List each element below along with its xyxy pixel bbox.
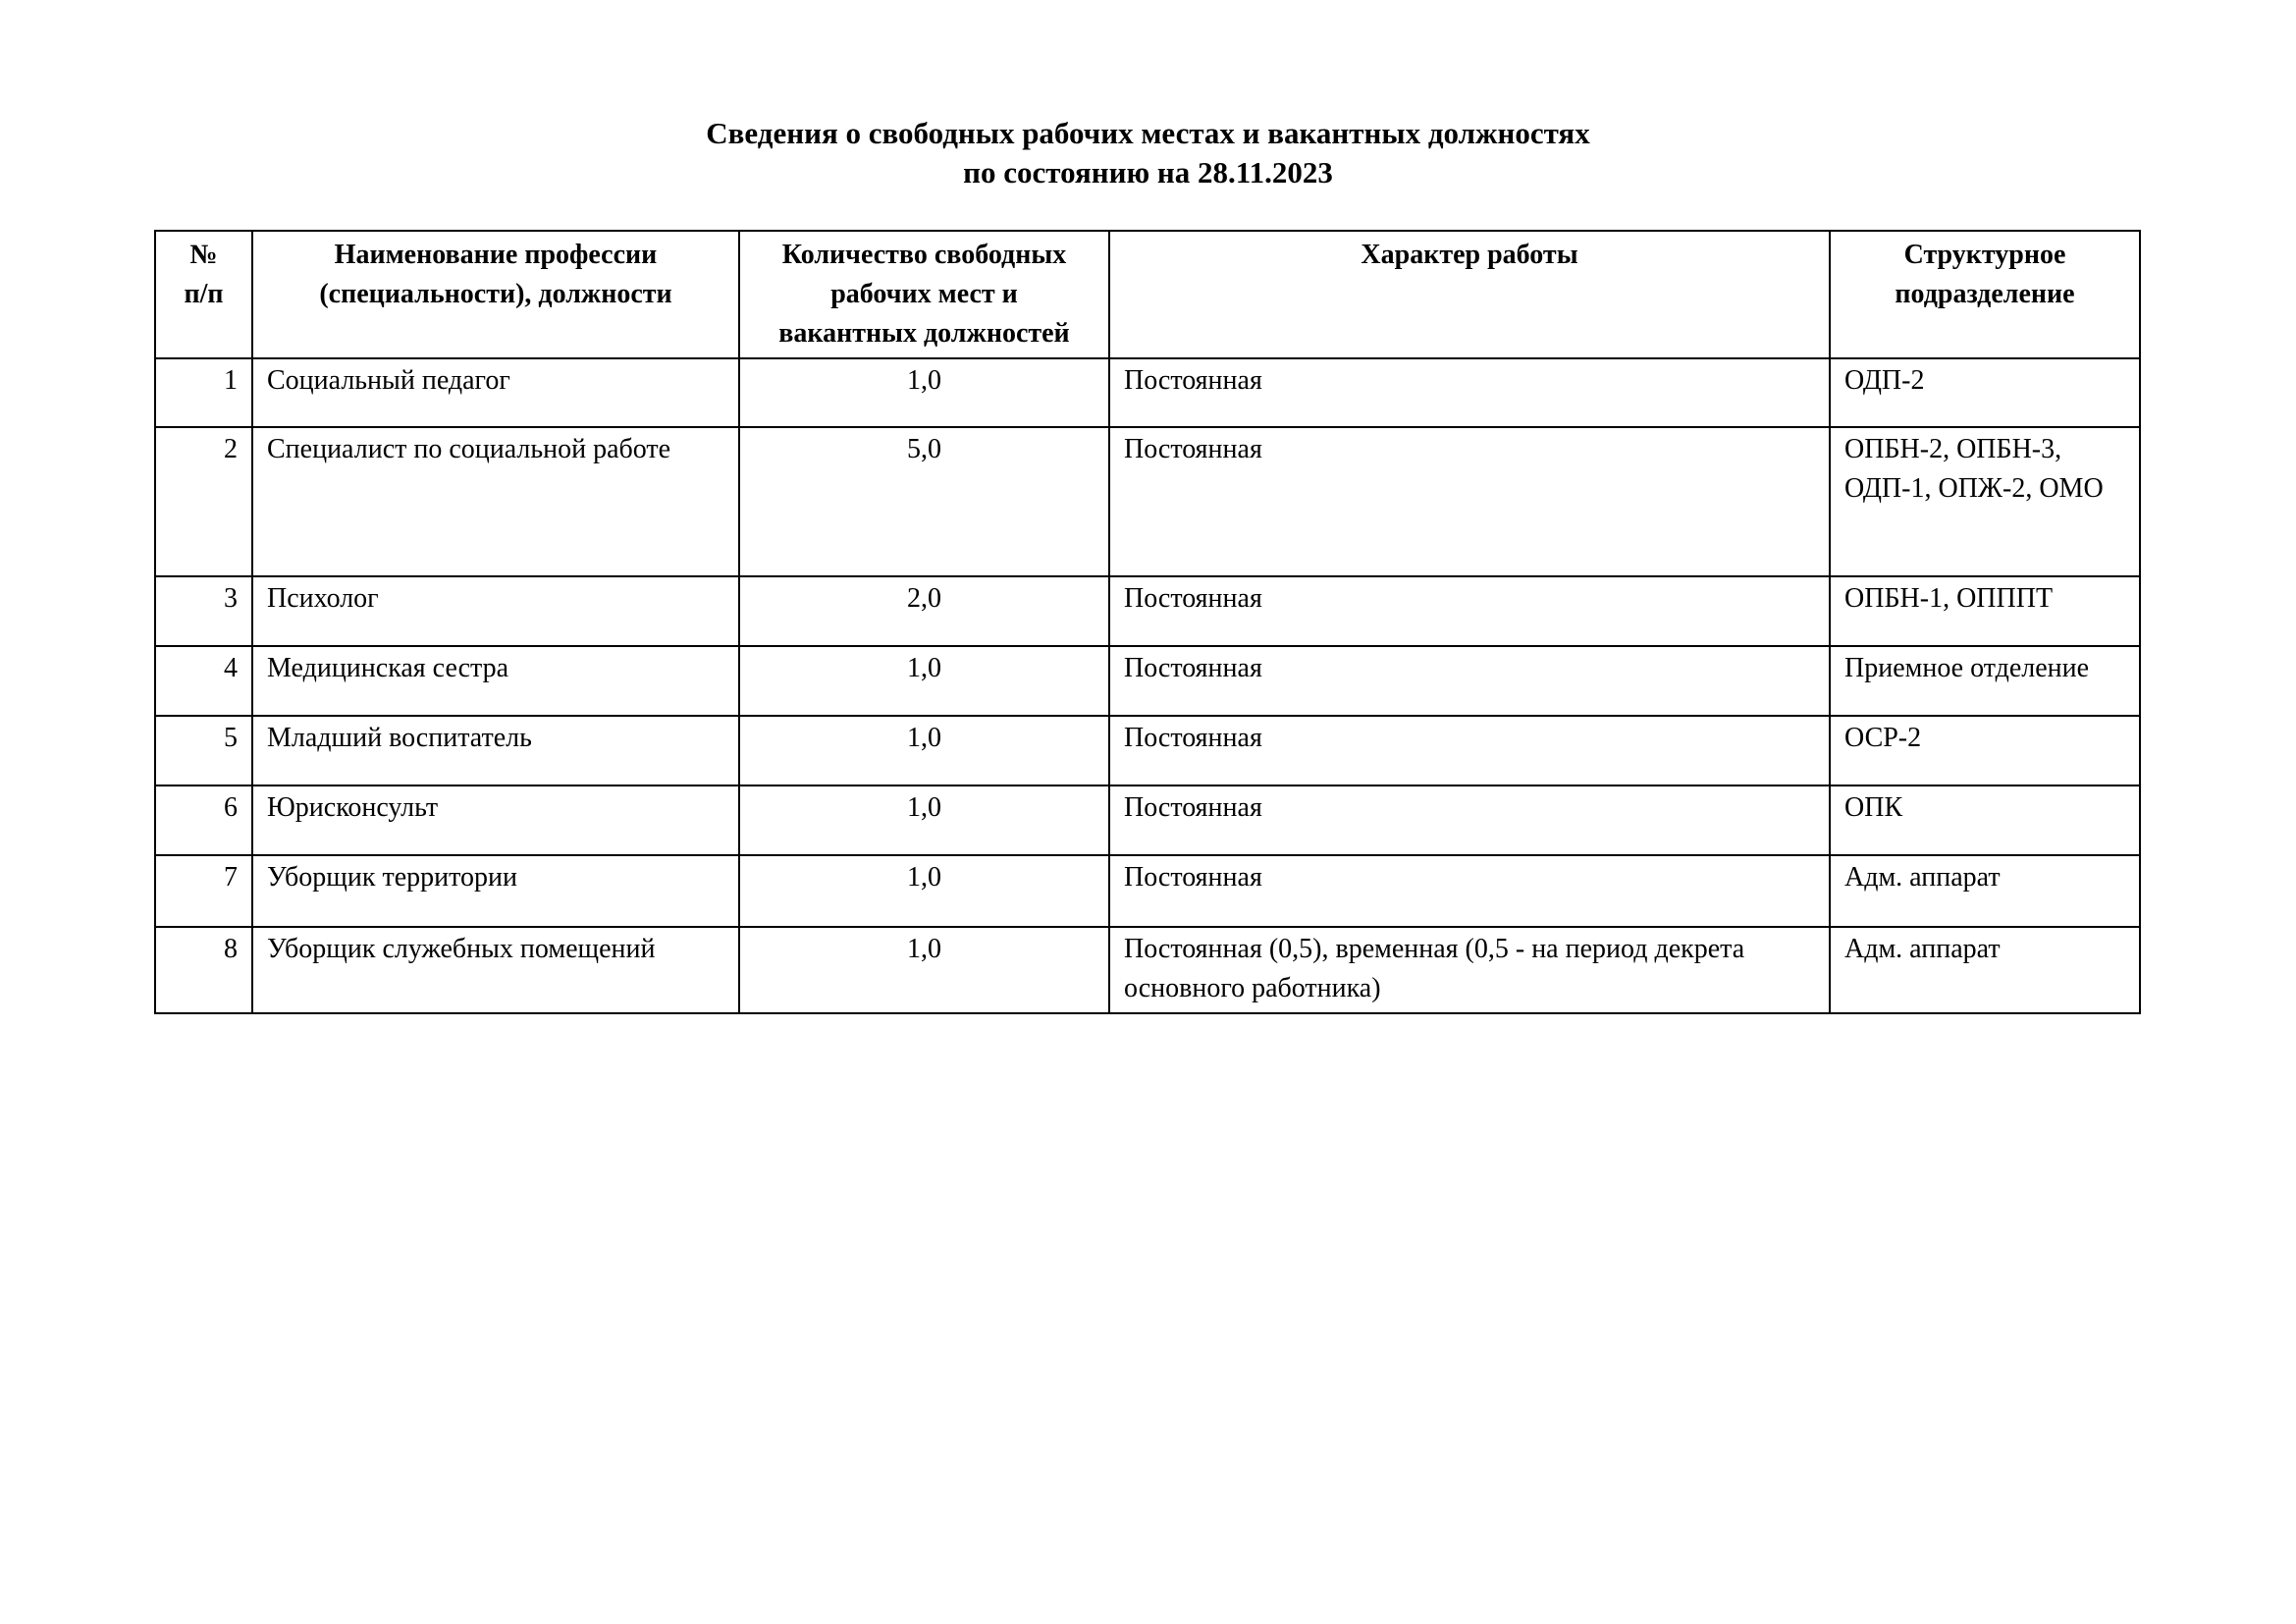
header-num-line-2: п/п [184,279,224,309]
cell-count: 1,0 [739,855,1109,927]
cell-num: 7 [155,855,252,927]
vacancies-table [154,230,2141,1014]
cell-position: Социальный педагог [252,358,739,427]
table-row [155,716,2140,785]
cell-work-nature: Постоянная [1109,855,1830,927]
cell-department: ОПБН-2, ОПБН-3, ОДП-1, ОПЖ-2, ОМО [1830,427,2140,576]
header-count-line-2: рабочих мест и [830,279,1018,309]
cell-count: 2,0 [739,576,1109,646]
cell-num: 1 [155,358,252,427]
header-nature [1109,231,1830,358]
cell-department: ОДП-2 [1830,358,2140,427]
cell-work-nature: Постоянная [1109,358,1830,427]
cell-num: 8 [155,927,252,1013]
cell-position: Медицинская сестра [252,646,739,716]
table-row [155,576,2140,646]
cell-count: 1,0 [739,716,1109,785]
table-row [155,855,2140,927]
cell-num: 5 [155,716,252,785]
cell-position: Специалист по социальной работе [252,427,739,576]
header-dept-line-1: Структурное [1903,240,2066,270]
header-name [252,231,739,358]
cell-num: 2 [155,427,252,576]
cell-department: ОПК [1830,785,2140,855]
table-row [155,427,2140,576]
table-row [155,785,2140,855]
cell-department: Адм. аппарат [1830,855,2140,927]
header-nature-label: Характер работы [1361,240,1578,270]
cell-count: 1,0 [739,927,1109,1013]
cell-num: 3 [155,576,252,646]
title-line-1: Сведения о свободных рабочих местах и вакантных должностях [706,116,1590,150]
cell-position: Юрисконсульт [252,785,739,855]
header-name-line-1: Наименование профессии [334,240,658,270]
title-line-2: по состоянию на 28.11.2023 [963,155,1333,189]
cell-position: Младший воспитатель [252,716,739,785]
header-count-line-1: Количество свободных [781,240,1067,270]
header-num-line-1: № [189,240,218,270]
header-count [739,231,1109,358]
cell-position: Уборщик служебных помещений [252,927,739,1013]
cell-count: 5,0 [739,427,1109,576]
cell-work-nature: Постоянная [1109,427,1830,576]
cell-count: 1,0 [739,646,1109,716]
cell-department: Адм. аппарат [1830,927,2140,1013]
cell-work-nature: Постоянная (0,5), временная (0,5 - на период декрета основного работника) [1109,927,1830,1013]
header-dept-line-2: подразделение [1895,279,2075,309]
table-header-row [155,231,2140,358]
table-row [155,646,2140,716]
cell-department: ОСР-2 [1830,716,2140,785]
cell-work-nature: Постоянная [1109,785,1830,855]
document-title [0,114,2296,192]
cell-count: 1,0 [739,358,1109,427]
cell-department: ОПБН-1, ОПППТ [1830,576,2140,646]
cell-work-nature: Постоянная [1109,646,1830,716]
cell-work-nature: Постоянная [1109,576,1830,646]
table-row [155,358,2140,427]
cell-position: Уборщик территории [252,855,739,927]
cell-position: Психолог [252,576,739,646]
header-name-line-2: (специальности), должности [319,279,672,309]
cell-num: 6 [155,785,252,855]
cell-count: 1,0 [739,785,1109,855]
cell-num: 4 [155,646,252,716]
header-dept [1830,231,2140,358]
header-count-line-3: вакантных должностей [778,318,1070,349]
cell-work-nature: Постоянная [1109,716,1830,785]
table-row [155,927,2140,1013]
cell-department: Приемное отделение [1830,646,2140,716]
header-num [155,231,252,358]
